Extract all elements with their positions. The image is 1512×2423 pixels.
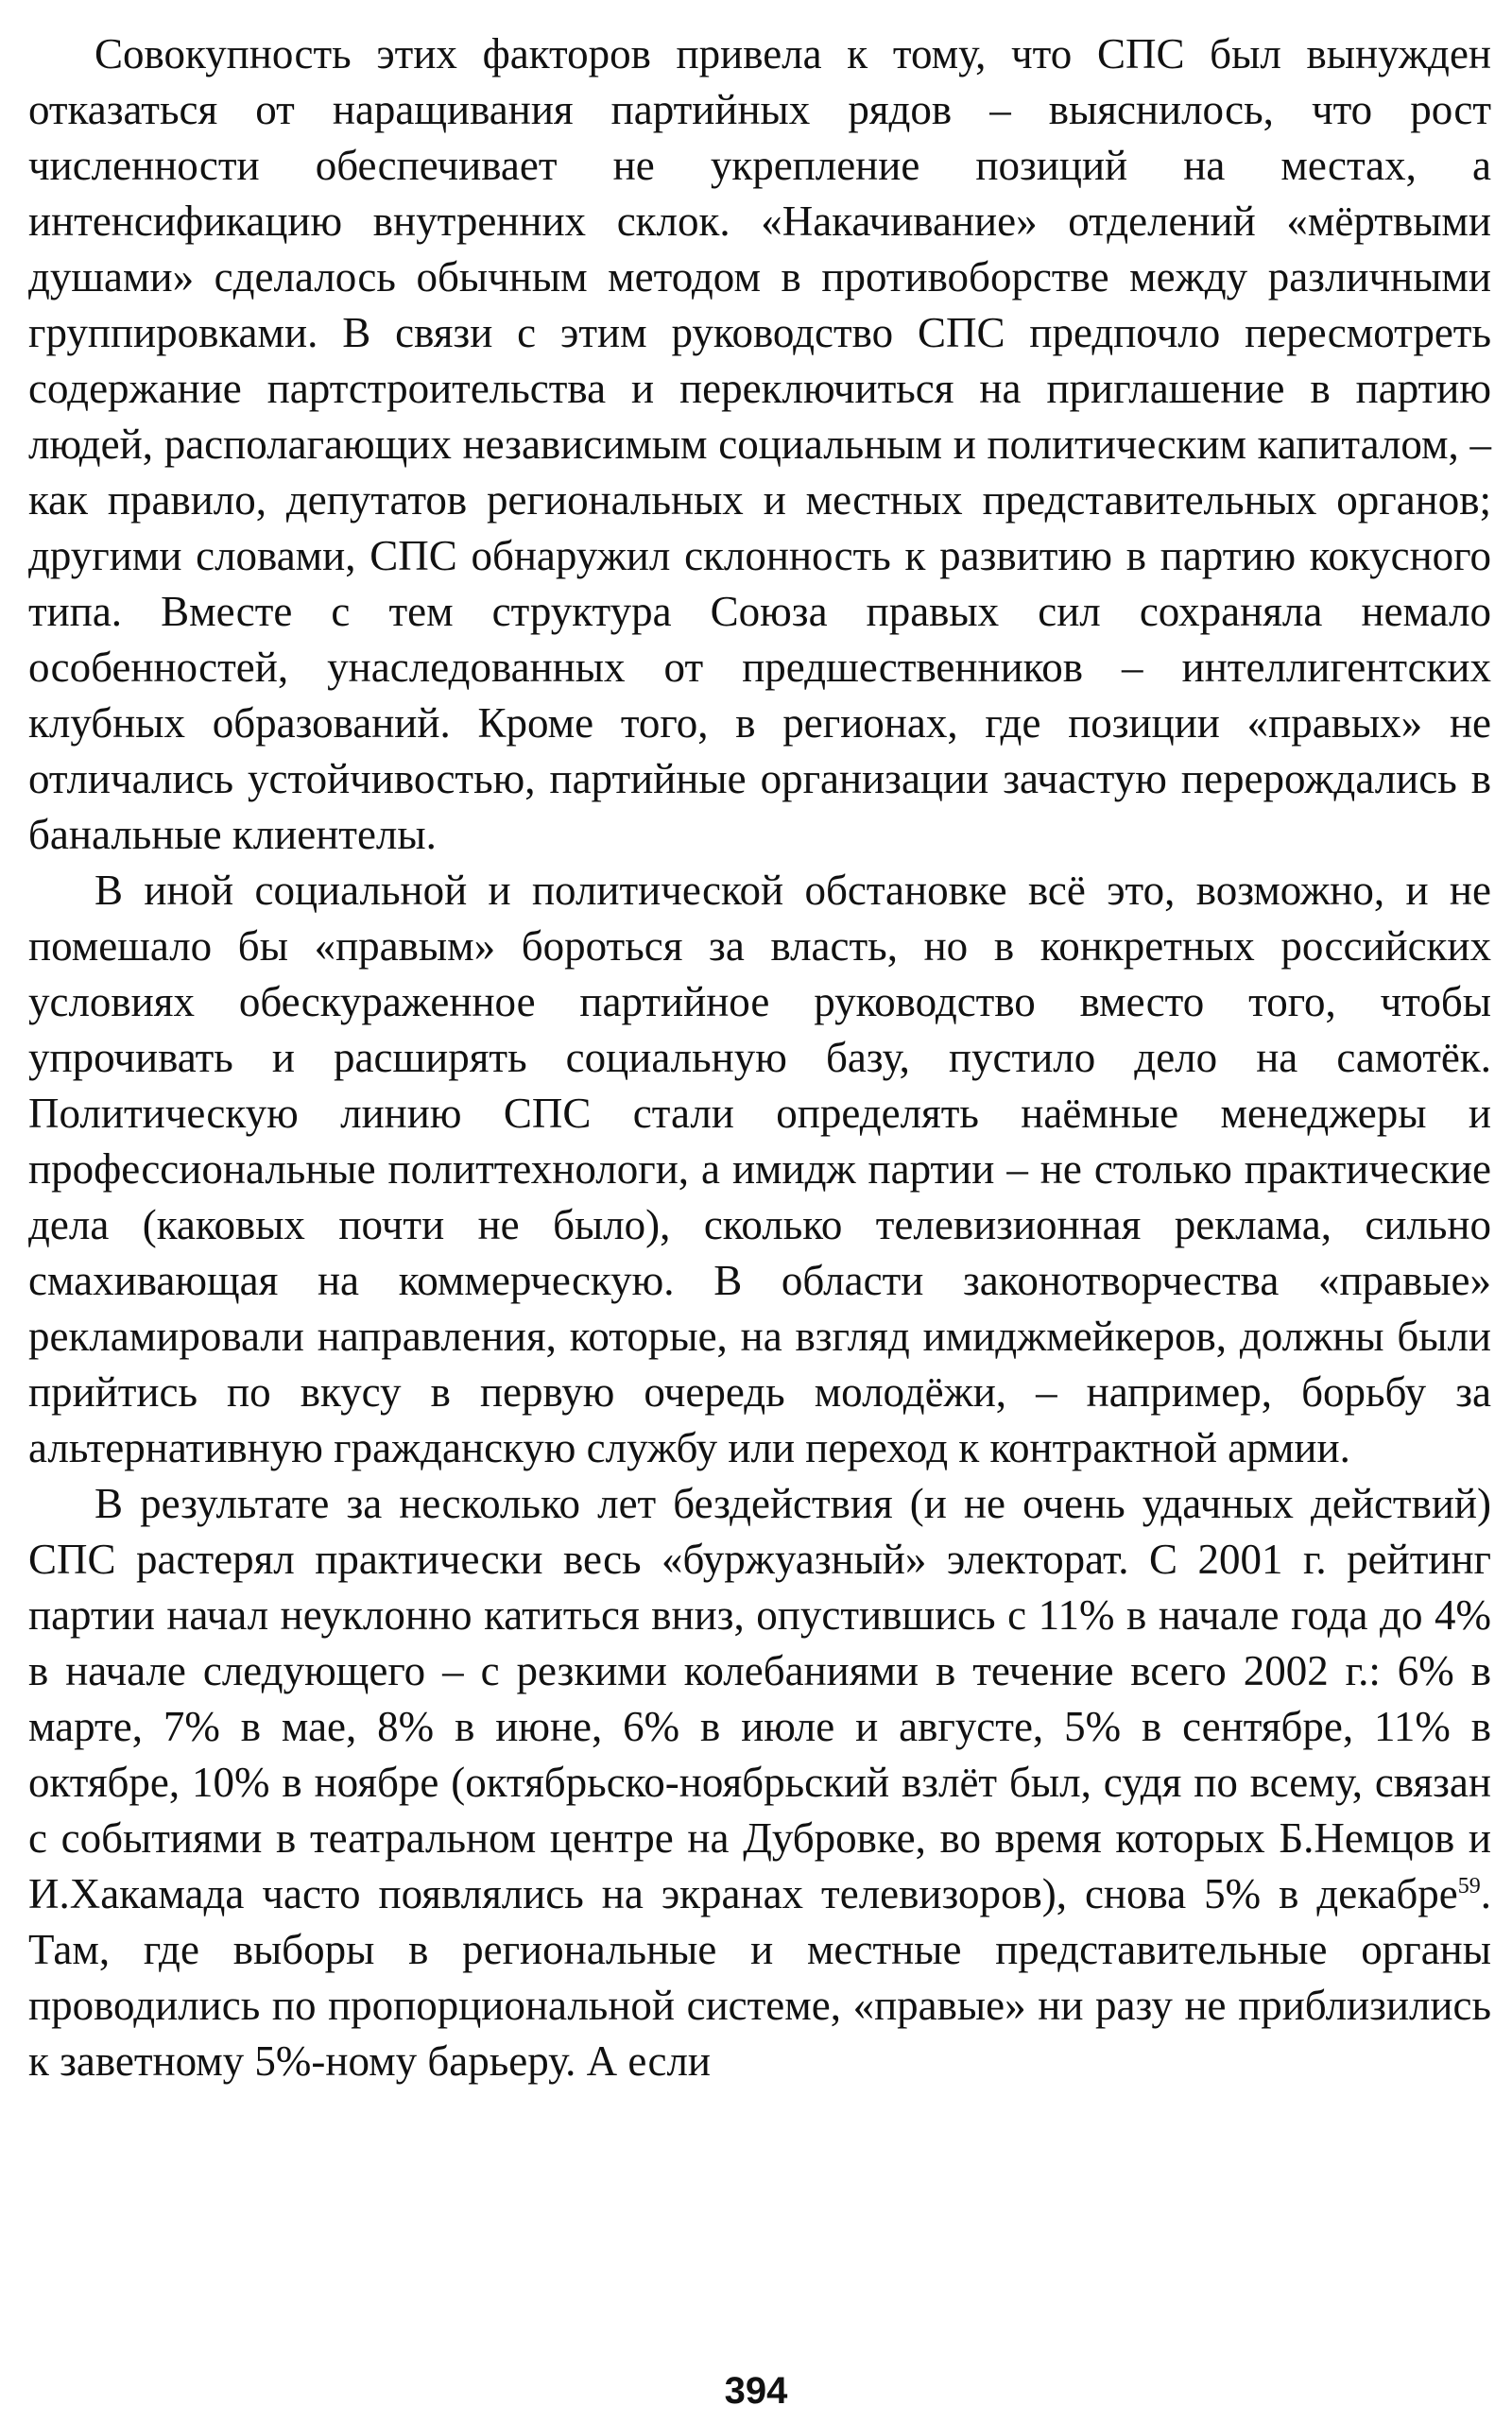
paragraph-1: Совокупность этих факторов привела к тому, что СПС был вынужден отказаться от наращивания партийных рядов – выяснилось, что рост численности обеспечивает не укрепление позиций на местах, а интенсификацию внутренних склок. «Накачивание» отделений «мёртвыми душами» сделалось обычным методом в противоборстве между различными группировками. В связи с этим руководство СПС предпочло пересмотреть содержание партстроительства и переключиться на приглашение в партию людей, располагающих независимым социальным и политическим капиталом, – как правило, депутатов региональных и местных представительных органов; другими словами, СПС обнаружил склонность к развитию в партию кокусного типа. Вместе с тем структура Союза правых сил сохраняла немало особенностей, унаследованных от предшественников – интеллигентских клубных образований. Кроме того, в регионах, где позиции «правых» не отличались устойчивостью, партийные организации зачастую перерождались в банальные клиентелы. <box>28 30 1491 858</box>
paragraph-3-text-before-note: В результате за несколько лет бездействия (и не очень удачных действий) СПС растерял практически весь «буржуазный» электорат. С 2001 г. рейтинг партии начал неуклонно катиться вниз, опустившись с 11% в начале года до 4% в начале следующего – с резкими колебаниями в течение всего 2002 г.: 6% в марте, 7% в мае, 8% в июне, 6% в июле и августе, 5% в сентябре, 11% в октябре, 10% в ноябре (октябрьско-ноябрьский взлёт был, судя по всему, связан с событиями в театральном центре на Дубровке, во время которых Б.Немцов и И.Хакамада часто появлялись на экранах телевизоров), снова 5% в декабре <box>28 1480 1491 1917</box>
paragraph-2: В иной социальной и политической обстановке всё это, возможно, и не помешало бы «правым» бороться за власть, но в конкретных российских условиях обескураженное партийное руководство вместо того, чтобы упрочивать и расширять социальную базу, пустило дело на самотёк. Политическую линию СПС стали определять наёмные менеджеры и профессиональные политтехнологи, а имидж партии – не столько практические дела (каковых почти не было), сколько телевизионная реклама, сильно смахивающая на коммерческую. В области законотворчества «правые» рекламировали направления, которые, на взгляд имиджмейкеров, должны были прийтись по вкусу в первую очередь молодёжи, – например, борьбу за альтернативную гражданскую службу или переход к контрактной армии. <box>28 867 1491 1471</box>
paragraph-3 <box>28 1476 1491 2089</box>
paragraph-3-text-after-note: . Там, где выборы в региональные и местные представительные органы проводились по пропорциональной системе, «правые» ни разу не приблизились к заветному 5%-ному барьеру. А если <box>28 1870 1491 2085</box>
page-number: 394 <box>724 2370 788 2412</box>
footnote-mark: 59 <box>1457 1874 1481 1899</box>
book-page <box>28 26 1491 2389</box>
body-text <box>28 26 1491 2089</box>
